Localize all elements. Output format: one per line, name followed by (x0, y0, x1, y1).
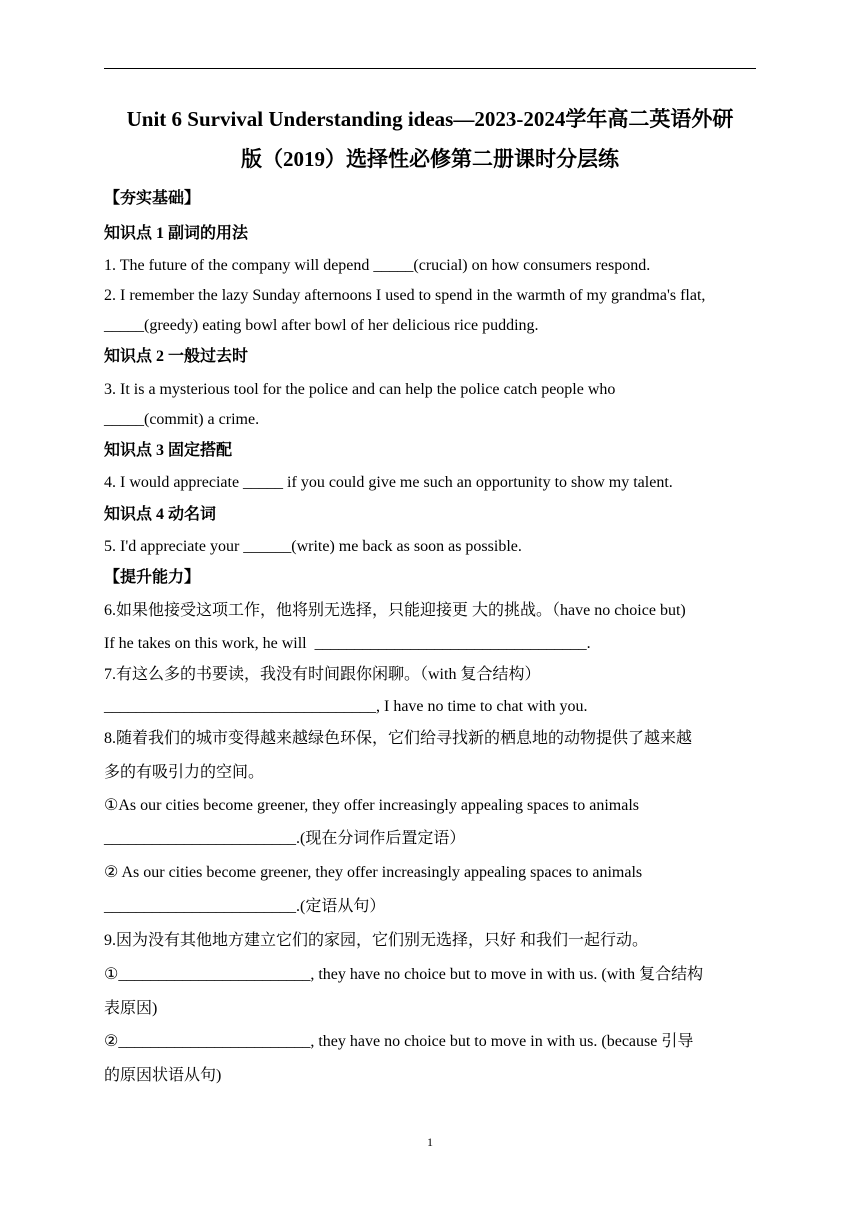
question-2-line-1: 2. I remember the lazy Sunday afternoons I used to spend in the warmth of my grandma's flat, (104, 287, 706, 304)
question-9-part-1-line-1: ①________________________, they have no choice but to move in with us. (with 复合结构 (104, 966, 704, 983)
knowledge-point-2-heading: 知识点 2 一般过去时 (104, 348, 249, 365)
question-9-part-1-line-2: 表原因) (104, 1000, 158, 1017)
question-9-part-2-line-1: ②________________________, they have no choice but to move in with us. (because 引导 (104, 1033, 694, 1050)
question-8-part-1-line-1: ①As our cities become greener, they offer increasingly appealing spaces to animals (104, 797, 639, 814)
document-title-line-2: 版（2019）选择性必修第二册课时分层练 (241, 147, 619, 171)
question-8-prompt-line-1: 8.随着我们的城市变得越来越绿色环保，它们给寻找新的栖息地的动物提供了越来越 (104, 730, 693, 747)
section-heading-foundation: 【夯实基础】 (104, 190, 201, 207)
document-title-line-1: Unit 6 Survival Understanding ideas—2023-2024学年高二英语外研 (126, 107, 734, 131)
header-rule (104, 68, 756, 69)
knowledge-point-4-heading: 知识点 4 动名词 (104, 506, 217, 523)
page-number: 1 (427, 1135, 433, 1149)
question-9-part-2-line-2: 的原因状语从句) (104, 1067, 222, 1084)
knowledge-point-1-heading: 知识点 1 副词的用法 (104, 225, 249, 242)
question-8-part-1-line-2: ________________________.(现在分词作后置定语） (104, 830, 466, 847)
question-4: 4. I would appreciate _____ if you could give me such an opportunity to show my talent. (104, 474, 673, 491)
section-heading-improvement: 【提升能力】 (104, 569, 201, 586)
question-2-line-2: _____(greedy) eating bowl after bowl of her delicious rice pudding. (104, 317, 539, 334)
question-8-part-2-line-1: ② As our cities become greener, they offer increasingly appealing spaces to animals (104, 864, 643, 881)
question-5: 5. I'd appreciate your ______(write) me back as soon as possible. (104, 538, 522, 555)
question-7-answer: __________________________________, I have no time to chat with you. (104, 698, 588, 715)
question-9-prompt: 9.因为没有其他地方建立它们的家园，它们别无选择，只好 和我们一起行动。 (104, 932, 649, 949)
question-1: 1. The future of the company will depend _____(crucial) on how consumers respond. (104, 257, 651, 274)
question-6-prompt: 6.如果他接受这项工作，他将别无选择，只能迎接更 大的挑战。（have no choice but) (104, 602, 686, 619)
question-6-answer: If he takes on this work, he will __________________________________. (104, 635, 591, 652)
question-7-prompt: 7.有这么多的书要读，我没有时间跟你闲聊。（with 复合结构） (104, 666, 541, 683)
question-3-line-2: _____(commit) a crime. (104, 411, 260, 428)
question-8-prompt-line-2: 多的有吸引力的空间。 (104, 764, 265, 781)
knowledge-point-3-heading: 知识点 3 固定搭配 (104, 442, 233, 459)
question-8-part-2-line-2: ________________________.(定语从句） (104, 898, 386, 915)
question-3-line-1: 3. It is a mysterious tool for the police and can help the police catch people who (104, 381, 616, 398)
